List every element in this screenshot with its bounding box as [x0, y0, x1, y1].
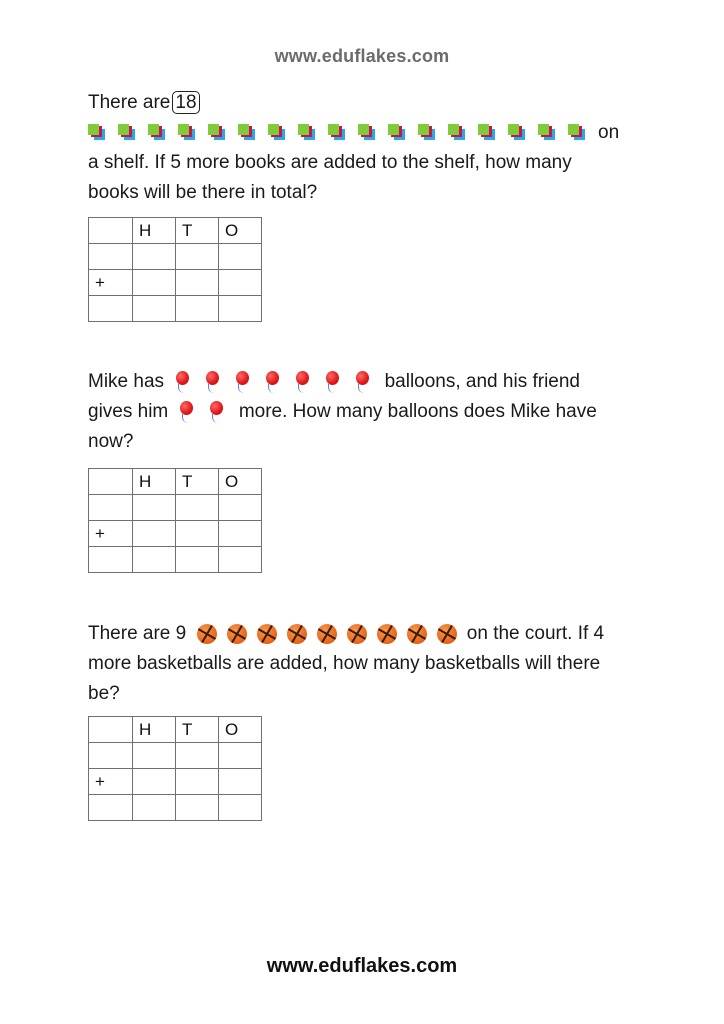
- operator-cell: [89, 547, 133, 573]
- answer-cell[interactable]: [176, 521, 219, 547]
- book-icon: [358, 124, 377, 141]
- answer-cell[interactable]: [176, 244, 219, 270]
- question-1-after-icons: on: [598, 122, 620, 143]
- question-2-line-3: now?: [88, 431, 134, 452]
- column-header: [89, 717, 133, 743]
- book-icon: [88, 124, 107, 141]
- hto-table-2: [88, 468, 262, 573]
- operator-cell: +: [89, 270, 133, 296]
- book-icon: [538, 124, 557, 141]
- balloon-icon: [295, 371, 309, 393]
- answer-cell[interactable]: [133, 743, 176, 769]
- answer-cell[interactable]: [176, 743, 219, 769]
- question-3-line-2: more basketballs are added, how many basketballs will there: [88, 653, 601, 674]
- book-icon: [178, 124, 197, 141]
- balloon-icon: [175, 371, 189, 393]
- question-3-line-3: be?: [88, 683, 120, 704]
- question-2-after-icons: balloons, and his friend: [384, 371, 581, 392]
- question-2: [88, 367, 648, 457]
- book-icon: [148, 124, 167, 141]
- operator-cell: [89, 743, 133, 769]
- operator-cell: [89, 296, 133, 322]
- answer-cell[interactable]: [133, 795, 176, 821]
- answer-cell[interactable]: [219, 547, 262, 573]
- footer-site-url: www.eduflakes.com: [266, 955, 458, 977]
- question-2-line-2: [88, 397, 648, 427]
- answer-cell[interactable]: [176, 795, 219, 821]
- book-icon: [328, 124, 347, 141]
- column-header: [89, 218, 133, 244]
- column-header: O: [219, 218, 262, 244]
- question-1-intro: There are: [88, 92, 171, 113]
- table-row: [89, 743, 262, 769]
- question-2-line2-after: more. How many balloons does Mike have: [238, 401, 597, 422]
- question-1-line-3: a shelf. If 5 more books are added to the shelf, how many: [88, 152, 572, 173]
- question-3-after-icons: on the court. If 4: [466, 623, 605, 644]
- table-row: [89, 296, 262, 322]
- column-header: O: [219, 717, 262, 743]
- column-header: H: [133, 469, 176, 495]
- book-icon: [418, 124, 437, 141]
- basketball-icons: [197, 623, 467, 644]
- question-2-line2-intro: gives him: [88, 401, 169, 422]
- balloon-icon: [265, 371, 279, 393]
- balloon-icon: [355, 371, 369, 393]
- book-icon: [478, 124, 497, 141]
- answer-cell[interactable]: [133, 547, 176, 573]
- table-row: [89, 270, 262, 296]
- operator-cell: +: [89, 769, 133, 795]
- table-header-row: [89, 469, 262, 495]
- book-icons: [88, 122, 598, 143]
- answer-cell[interactable]: [219, 270, 262, 296]
- basketball-icon: [287, 624, 307, 644]
- table-row: [89, 521, 262, 547]
- answer-cell[interactable]: [219, 495, 262, 521]
- book-icon: [388, 124, 407, 141]
- book-icon: [298, 124, 317, 141]
- book-icon: [448, 124, 467, 141]
- hto-table-3: [88, 716, 262, 821]
- column-header: T: [176, 717, 219, 743]
- question-1-line-2: [88, 118, 648, 148]
- balloon-icon: [235, 371, 249, 393]
- book-icon: [118, 124, 137, 141]
- answer-cell[interactable]: [133, 521, 176, 547]
- book-icon: [568, 124, 587, 141]
- book-icon: [508, 124, 527, 141]
- answer-cell[interactable]: [176, 769, 219, 795]
- table-row: [89, 795, 262, 821]
- table-row: [89, 547, 262, 573]
- balloon-icon: [325, 371, 339, 393]
- column-header: T: [176, 218, 219, 244]
- column-header: O: [219, 469, 262, 495]
- column-header: H: [133, 717, 176, 743]
- balloon-icons-extra: [179, 401, 239, 422]
- column-header: H: [133, 218, 176, 244]
- header-site-url: www.eduflakes.com: [274, 46, 450, 66]
- answer-cell[interactable]: [133, 296, 176, 322]
- book-icon: [208, 124, 227, 141]
- table-row: [89, 244, 262, 270]
- basketball-icon: [257, 624, 277, 644]
- book-icon: [238, 124, 257, 141]
- operator-cell: [89, 244, 133, 270]
- basketball-icon: [347, 624, 367, 644]
- question-3-line-1: [88, 619, 648, 649]
- table-row: [89, 769, 262, 795]
- basketball-icon: [407, 624, 427, 644]
- answer-cell[interactable]: [219, 743, 262, 769]
- balloon-icons: [175, 371, 385, 392]
- question-2-line-1: [88, 367, 648, 397]
- basketball-icon: [377, 624, 397, 644]
- basketball-icon: [317, 624, 337, 644]
- book-icon: [268, 124, 287, 141]
- table-row: [89, 495, 262, 521]
- question-1: [88, 88, 648, 208]
- answer-cell[interactable]: [133, 244, 176, 270]
- question-3: [88, 619, 648, 709]
- balloon-icon: [205, 371, 219, 393]
- boxed-number: 18: [172, 91, 199, 114]
- question-3-intro: There are 9: [88, 623, 187, 644]
- answer-cell[interactable]: [176, 296, 219, 322]
- answer-cell[interactable]: [219, 296, 262, 322]
- answer-cell[interactable]: [133, 270, 176, 296]
- table-header-row: [89, 717, 262, 743]
- answer-cell[interactable]: [176, 270, 219, 296]
- hto-table-1: [88, 217, 262, 322]
- operator-cell: +: [89, 521, 133, 547]
- operator-cell: [89, 495, 133, 521]
- answer-cell[interactable]: [219, 244, 262, 270]
- table-header-row: [89, 218, 262, 244]
- basketball-icon: [437, 624, 457, 644]
- answer-cell[interactable]: [219, 521, 262, 547]
- balloon-icon: [179, 401, 193, 423]
- question-1-line-4: books will be there in total?: [88, 182, 318, 203]
- answer-cell[interactable]: [133, 769, 176, 795]
- answer-cell[interactable]: [219, 769, 262, 795]
- answer-cell[interactable]: [176, 495, 219, 521]
- answer-cell[interactable]: [133, 495, 176, 521]
- basketball-icon: [197, 624, 217, 644]
- answer-cell[interactable]: [176, 547, 219, 573]
- answer-cell[interactable]: [219, 795, 262, 821]
- basketball-icon: [227, 624, 247, 644]
- balloon-icon: [209, 401, 223, 423]
- question-1-line-1: [88, 88, 648, 118]
- operator-cell: [89, 795, 133, 821]
- question-2-intro: Mike has: [88, 371, 165, 392]
- column-header: T: [176, 469, 219, 495]
- column-header: [89, 469, 133, 495]
